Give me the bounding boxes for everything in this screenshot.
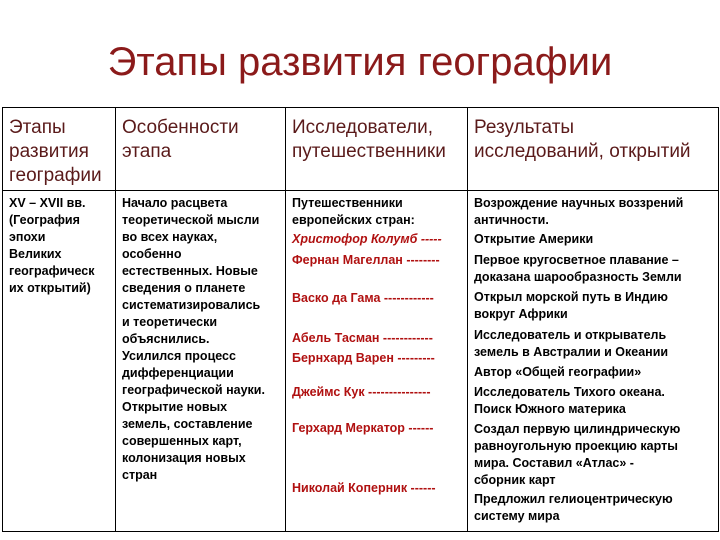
explorer-magellan: Фернан Магеллан --------	[292, 253, 440, 267]
result-item: Первое кругосветное плавание – доказана шарообразность Земли	[474, 253, 682, 284]
features-cell	[116, 191, 286, 532]
header-cell	[3, 108, 116, 191]
explorer-da-gama: Васко да Гама ------------	[292, 291, 434, 305]
stage-cell	[3, 191, 116, 532]
header-results: Результаты исследований, открытий	[474, 117, 691, 162]
results-cell	[468, 191, 719, 532]
stage-text: XV – XVII вв. (География эпохи Великих географическ их открытий)	[9, 196, 95, 295]
stages-table	[2, 107, 719, 532]
explorer-mercator: Герхард Меркатор ------	[292, 421, 434, 435]
header-cell	[286, 108, 468, 191]
features-text: Начало расцвета теоретической мысли во всех науках, особенно естественных. Новые сведения о планете систематизировались и теоретически объяснились. Усилился процесс дифференциации географической науки. Открытие новых земель, составление совершенных карт, колонизация новых стран	[122, 196, 265, 482]
result-item: Автор «Общей географии»	[474, 365, 642, 379]
table-header-row	[3, 108, 719, 191]
header-cell	[116, 108, 286, 191]
page-title: Этапы развития географии	[107, 40, 613, 84]
header-stage: Этапы развития географии	[9, 117, 102, 186]
result-item: Исследователь Тихого океана. Поиск Южного материка	[474, 385, 665, 416]
explorer-tasman: Абель Тасман ------------	[292, 331, 433, 345]
table-row	[3, 191, 719, 532]
result-item: Возрождение научных воззрений античности.	[474, 196, 684, 227]
result-item: Открыл морской путь в Индию вокруг Африки	[474, 290, 668, 321]
result-item: Открытие Америки	[474, 232, 594, 246]
header-cell	[468, 108, 719, 191]
explorer-varen: Бернхард Варен ---------	[292, 351, 435, 365]
result-item: Предложил гелиоцентрическую систему мира	[474, 492, 673, 523]
explorer-copernicus: Николай Коперник ------	[292, 481, 436, 495]
result-item: Исследователь и открыватель земель в Австралии и Океании	[474, 328, 669, 359]
result-item: Создал первую цилиндрическую равноугольную проекцию карты мира. Составил «Атлас» - сборник карт	[474, 422, 681, 487]
explorers-intro: Путешественники европейских стран:	[292, 196, 415, 227]
explorers-cell	[286, 191, 468, 532]
header-explorers: Исследователи, путешественники	[292, 117, 446, 162]
explorer-columbus: Христофор Колумб -----	[292, 232, 442, 246]
explorer-cook: Джеймс Кук ---------------	[292, 385, 431, 399]
header-features: Особенности этапа	[122, 117, 239, 162]
